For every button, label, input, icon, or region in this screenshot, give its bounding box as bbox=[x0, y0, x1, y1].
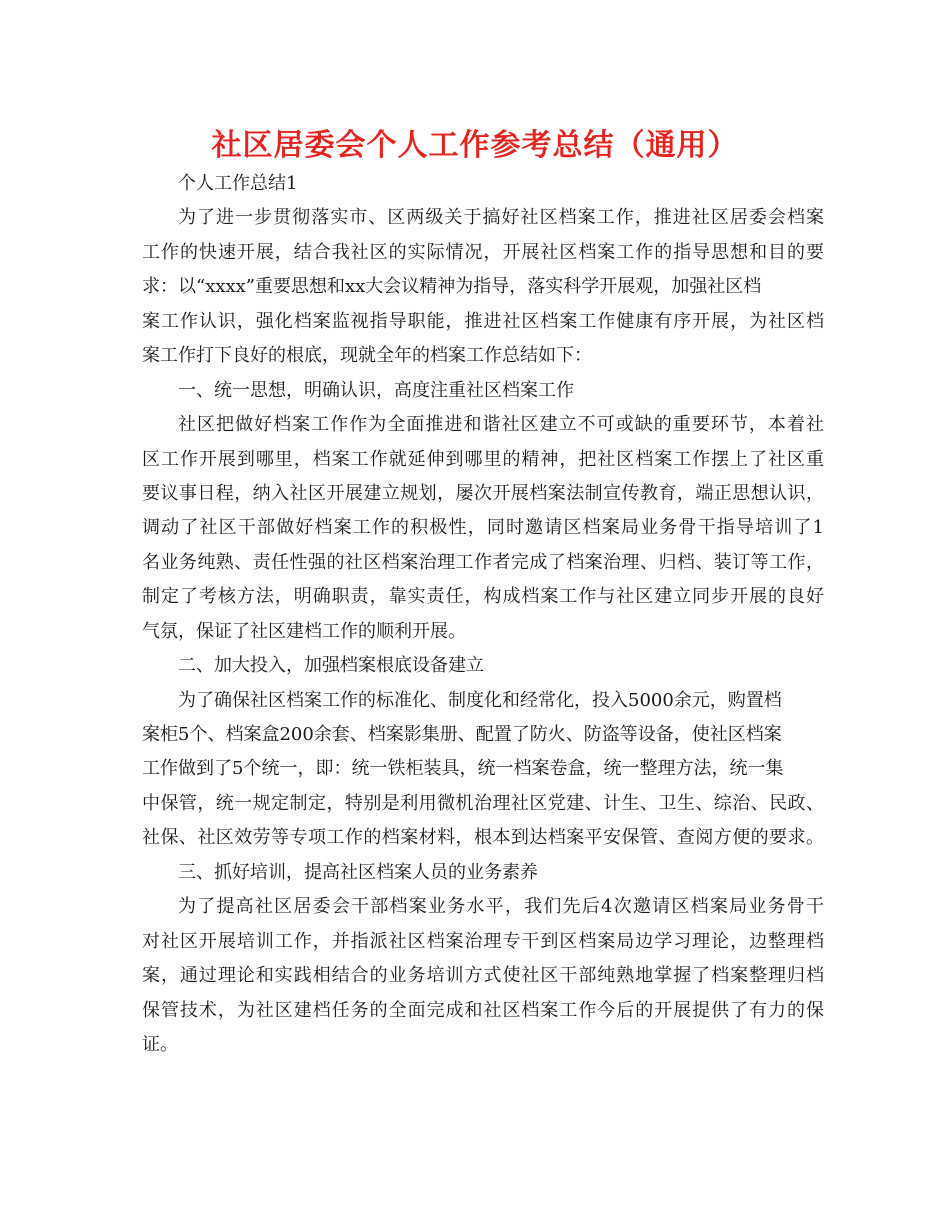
text-line: 案，通过理论和实践相结合的业务培训方式使社区干部纯熟地掌握了档案整理归档 bbox=[142, 965, 824, 987]
text-line: 为了提高社区居委会干部档案业务水平，我们先后4次邀请区档案局业务骨干 bbox=[178, 896, 824, 918]
text-line: 工作的快速开展，结合我社区的实际情况，开展社区档案工作的指导思想和目的要 bbox=[142, 241, 824, 263]
text-line: 案柜5个、档案盒200余套、档案影集册、配置了防火、防盗等设备，使社区档案 bbox=[142, 724, 782, 745]
text-line: 求：以“xxxx”重要思想和xx大会议精神为指导，落实科学开展观，加强社区档 bbox=[142, 276, 762, 298]
text-line: 案工作认识，强化档案监视指导职能，推进社区档案工作健康有序开展，为社区档 bbox=[142, 310, 824, 332]
document-title: 社区居委会个人工作参考总结（通用） bbox=[211, 128, 739, 163]
text-line: 案工作打下良好的根底，现就全年的档案工作总结如下： bbox=[142, 345, 592, 367]
text-line: 区工作开展到哪里，档案工作就延伸到哪里的精神，把社区档案工作摆上了社区重 bbox=[142, 448, 824, 470]
text-line: 为了进一步贯彻落实市、区两级关于搞好社区档案工作，推进社区居委会档案 bbox=[178, 207, 824, 229]
text-line: 证。 bbox=[142, 1033, 178, 1055]
text-line: 气氛，保证了社区建档工作的顺利开展。 bbox=[142, 620, 466, 642]
text-line: 中保管，统一规定制定，特别是利用微机治理社区党建、计生、卫生、综治、民政、 bbox=[142, 792, 824, 814]
document-body bbox=[142, 167, 824, 1062]
text-line: 社保、社区效劳等专项工作的档案材料，根本到达档案平安保管、查阅方便的要求。 bbox=[142, 827, 824, 849]
text-line: 名业务纯熟、责任性强的社区档案治理工作者完成了档案治理、归档、装订等工作， bbox=[142, 551, 824, 573]
text-line: 对社区开展培训工作，并指派社区档案治理专干到区档案局边学习理论，边整理档 bbox=[142, 930, 824, 952]
text-line: 一、统一思想，明确认识，高度注重社区档案工作 bbox=[178, 379, 574, 401]
text-line: 社区把做好档案工作作为全面推进和谐社区建立不可或缺的重要环节，本着社 bbox=[178, 414, 824, 436]
text-line: 制定了考核方法，明确职责，靠实责任，构成档案工作与社区建立同步开展的良好 bbox=[142, 586, 824, 608]
text-line: 三、抓好培训，提高社区档案人员的业务素养 bbox=[178, 861, 538, 883]
text-line: 要议事日程，纳入社区开展建立规划，屡次开展档案法制宣传教育，端正思想认识， bbox=[142, 482, 824, 504]
text-line: 个人工作总结1 bbox=[178, 173, 298, 194]
text-line: 二、加大投入，加强档案根底设备建立 bbox=[178, 655, 484, 677]
text-line: 调动了社区干部做好档案工作的积极性，同时邀请区档案局业务骨干指导培训了1 bbox=[142, 517, 824, 539]
text-line: 为了确保社区档案工作的标准化、制度化和经常化，投入5000余元，购置档 bbox=[178, 689, 782, 711]
text-line: 工作做到了5个统一，即：统一铁柜装具，统一档案卷盒，统一整理方法，统一集 bbox=[142, 758, 784, 780]
text-line: 保管技术，为社区建档任务的全面完成和社区档案工作今后的开展提供了有力的保 bbox=[142, 999, 824, 1021]
